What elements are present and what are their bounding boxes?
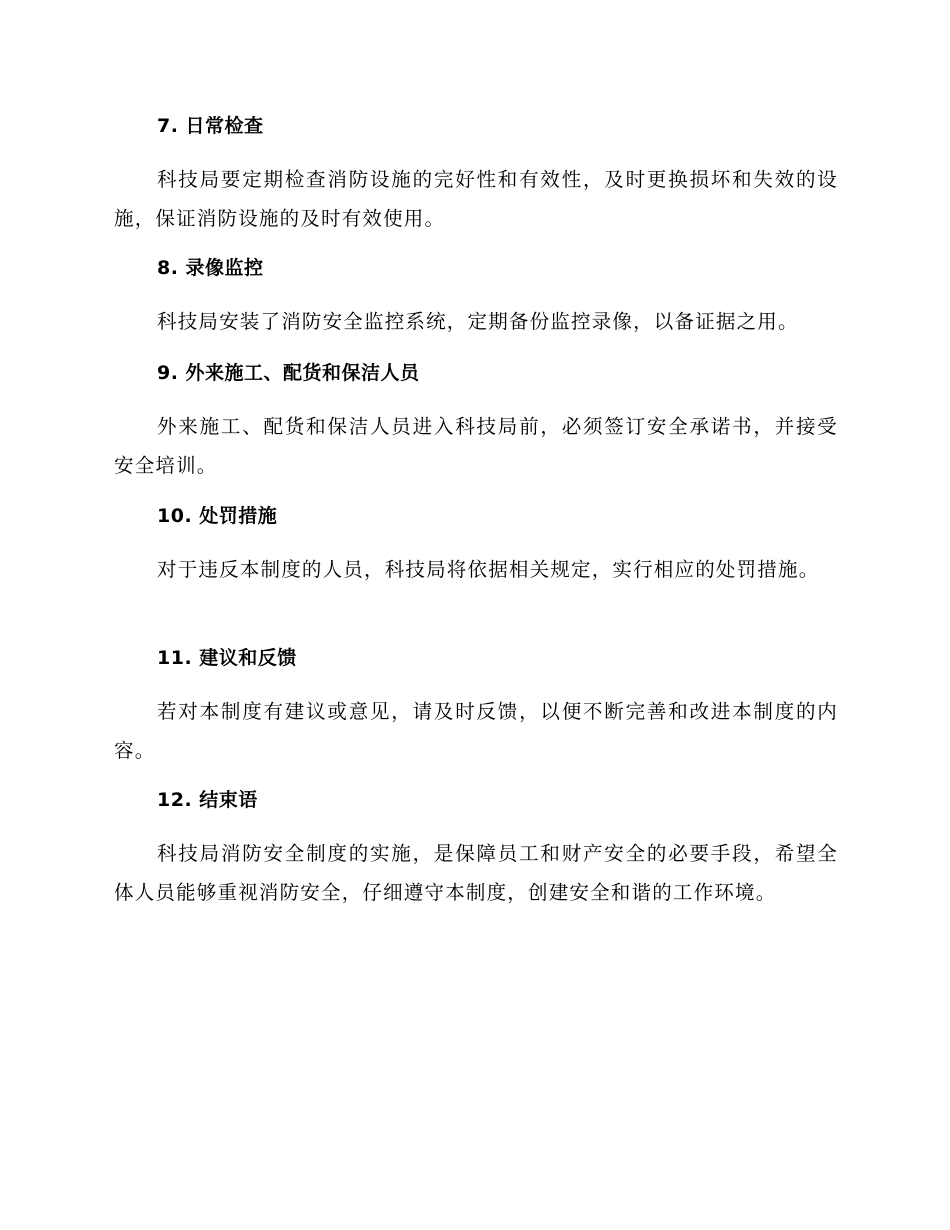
section-body-penalties: 对于违反本制度的人员，科技局将依据相关规定，实行相应的处罚措施。 [157,558,820,581]
section-heading-conclusion: 12. 结束语 [157,789,258,811]
section-heading-video-surveillance: 8. 录像监控 [157,257,264,279]
section-body-feedback: 若对本制度有建议或意见，请及时反馈，以便不断完善和改进本制度的内容。 [114,700,838,762]
section-body-video-surveillance: 科技局安装了消防安全监控系统，定期备份监控录像，以备证据之用。 [157,310,799,333]
section-body-external-personnel: 外来施工、配货和保洁人员进入科技局前，必须签订安全承诺书，并接受安全培训。 [114,415,838,477]
section-heading-feedback: 11. 建议和反馈 [157,647,297,669]
section-body-daily-inspection: 科技局要定期检查消防设施的完好性和有效性，及时更换损坏和失效的设施，保证消防设施的及时有效使用。 [114,168,838,230]
section-heading-external-personnel: 9. 外来施工、配货和保洁人员 [157,362,420,384]
section-heading-daily-inspection: 7. 日常检查 [157,115,264,137]
section-heading-penalties: 10. 处罚措施 [157,505,278,527]
section-body-conclusion: 科技局消防安全制度的实施，是保障员工和财产安全的必要手段，希望全体人员能够重视消防安全，仔细遵守本制度，创建安全和谐的工作环境。 [114,842,838,904]
